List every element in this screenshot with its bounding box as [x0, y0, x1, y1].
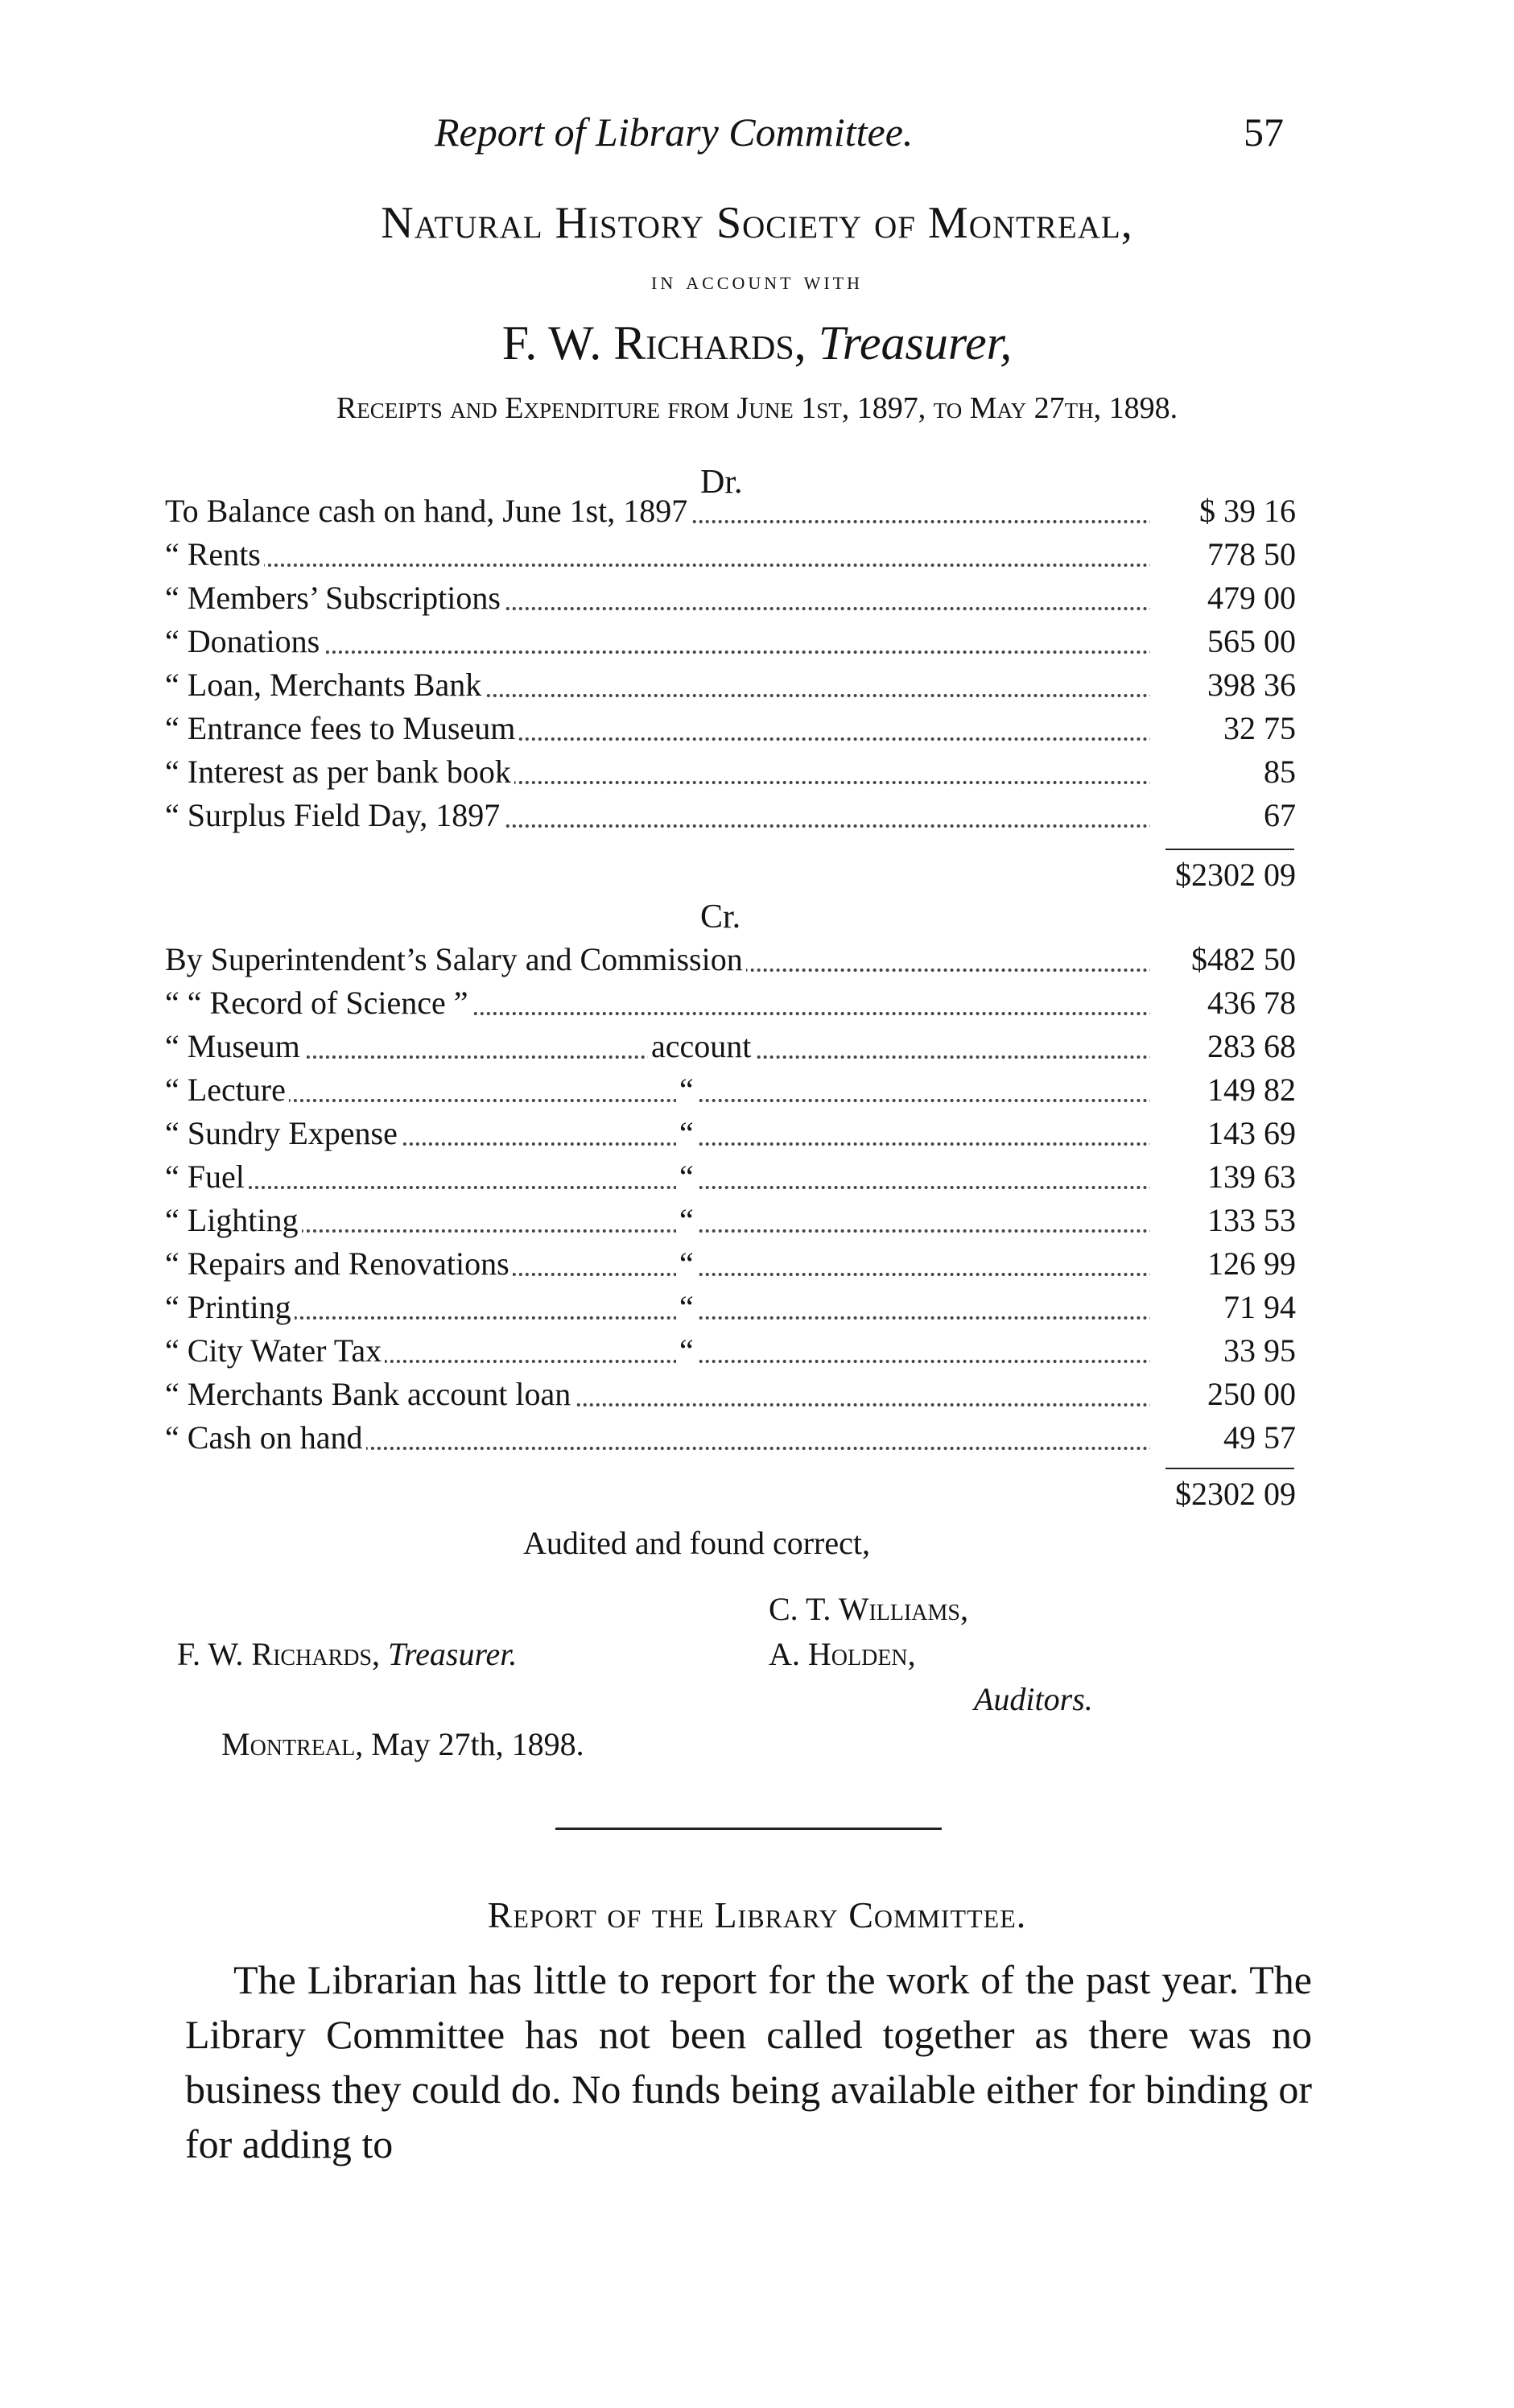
in-account-with-line: in account with	[651, 266, 863, 295]
date: May 27th, 1898.	[371, 1726, 584, 1762]
row-label: “ Rents	[165, 533, 264, 576]
period-heading: Receipts and Expenditure from June 1st, 1897, to May 27th, 1898.	[336, 391, 1178, 425]
dot-leader	[165, 1099, 1167, 1102]
row-amount: 479 00	[1150, 576, 1296, 620]
auditor-williams: C. T. Williams,	[769, 1591, 968, 1627]
treasurer-name: F. W. Richards,	[501, 316, 807, 370]
row-amount: 149 82	[1150, 1068, 1296, 1112]
row-label: “ Museum	[165, 1025, 303, 1068]
row-label: “ Fuel	[165, 1155, 248, 1199]
debit-table	[165, 489, 1296, 837]
row-amount: 283 68	[1150, 1025, 1296, 1068]
cr-row	[165, 1025, 1296, 1068]
credit-total-rule	[1165, 1468, 1294, 1469]
row-amount: 32 75	[1150, 707, 1296, 750]
signature-title: Treasurer.	[388, 1636, 518, 1672]
cr-row	[165, 1416, 1296, 1460]
report-paragraph: The Librarian has little to report for the work of the past year. The Library Committee has not been called together as there was no business they could do. No funds being available either for binding or for adding to	[185, 1957, 1312, 2166]
dr-row	[165, 707, 1296, 750]
row-label: “ Cash on hand	[165, 1416, 366, 1460]
audit-statement: Audited and found correct,	[523, 1525, 870, 1561]
row-account-note: “	[676, 1155, 697, 1199]
row-amount: 67	[1150, 794, 1296, 837]
row-label: “ City Water Tax	[165, 1329, 385, 1373]
cr-row	[165, 1155, 1296, 1199]
credit-table	[165, 938, 1296, 1460]
row-label: “ Sundry Expense	[165, 1112, 401, 1155]
signature-name: F. W. Richards,	[177, 1636, 380, 1672]
row-label: “ Donations	[165, 620, 323, 663]
row-account-note: “	[676, 1242, 697, 1286]
row-amount: 133 53	[1150, 1199, 1296, 1242]
dot-leader	[165, 1186, 1167, 1189]
row-amount: 398 36	[1150, 663, 1296, 707]
dot-leader	[165, 1316, 1167, 1320]
report-body	[185, 1952, 1312, 2171]
row-amount: 565 00	[1150, 620, 1296, 663]
row-account-note: “	[676, 1286, 697, 1329]
row-amount: $ 39 16	[1150, 489, 1296, 533]
row-amount: 71 94	[1150, 1286, 1296, 1329]
auditor-holden: A. Holden,	[769, 1636, 916, 1672]
cr-row	[165, 981, 1296, 1025]
row-label: “ Surplus Field Day, 1897	[165, 794, 503, 837]
cr-row	[165, 1329, 1296, 1373]
row-account-note: “	[676, 1112, 697, 1155]
row-label: By Superintendent’s Salary and Commission	[165, 938, 746, 981]
row-amount: 33 95	[1150, 1329, 1296, 1373]
row-label: “ Lighting	[165, 1199, 302, 1242]
row-amount: 126 99	[1150, 1242, 1296, 1286]
row-account-note: “	[676, 1068, 697, 1112]
row-label: “ Lecture	[165, 1068, 289, 1112]
running-title: Report of Library Committee.	[435, 109, 914, 155]
place-date-line	[221, 1725, 584, 1763]
debit-total-rule	[1165, 849, 1294, 850]
row-amount: 85	[1150, 750, 1296, 794]
cr-row	[165, 1068, 1296, 1112]
treasurer-heading	[0, 316, 1514, 371]
section-separator	[555, 1828, 942, 1830]
society-heading: Natural History Society of Montreal,	[381, 198, 1133, 248]
row-amount: 250 00	[1150, 1373, 1296, 1416]
row-amount: 778 50	[1150, 533, 1296, 576]
credit-total: $2302 09	[1175, 1476, 1296, 1512]
treasurer-signature	[177, 1635, 517, 1673]
dot-leader	[165, 564, 1167, 567]
dr-row	[165, 794, 1296, 837]
place: Montreal,	[221, 1726, 364, 1762]
row-label: “ Repairs and Renovations	[165, 1242, 513, 1286]
row-label: “ Members’ Subscriptions	[165, 576, 504, 620]
credit-label: Cr.	[700, 898, 741, 936]
dot-leader	[165, 1229, 1167, 1233]
row-amount: 49 57	[1150, 1416, 1296, 1460]
dr-row	[165, 533, 1296, 576]
cr-row	[165, 938, 1296, 981]
treasurer-title: Treasurer,	[818, 316, 1013, 370]
row-account-note: “	[676, 1329, 697, 1373]
row-label: “ Merchants Bank account loan	[165, 1373, 574, 1416]
cr-row	[165, 1286, 1296, 1329]
dr-row	[165, 750, 1296, 794]
page-number: 57	[1244, 109, 1284, 155]
row-amount: 436 78	[1150, 981, 1296, 1025]
cr-row	[165, 1199, 1296, 1242]
report-heading: Report of the Library Committee.	[487, 1894, 1027, 1935]
running-head	[0, 109, 1514, 165]
row-amount: $482 50	[1150, 938, 1296, 981]
row-account-note: “	[676, 1199, 697, 1242]
dr-row	[165, 620, 1296, 663]
row-label: “ Loan, Merchants Bank	[165, 663, 485, 707]
row-label: “ Interest as per bank book	[165, 750, 514, 794]
cr-row	[165, 1242, 1296, 1286]
dr-row	[165, 489, 1296, 533]
dr-row	[165, 576, 1296, 620]
cr-row	[165, 1112, 1296, 1155]
debit-total: $2302 09	[1175, 857, 1296, 893]
row-label: “ Entrance fees to Museum	[165, 707, 518, 750]
row-label: “ Printing	[165, 1286, 295, 1329]
row-account-note: account	[648, 1025, 754, 1068]
debit-label: Dr.	[700, 464, 743, 501]
row-amount: 143 69	[1150, 1112, 1296, 1155]
row-amount: 139 63	[1150, 1155, 1296, 1199]
dr-row	[165, 663, 1296, 707]
auditors-label: Auditors.	[974, 1681, 1093, 1717]
cr-row	[165, 1373, 1296, 1416]
row-label: To Balance cash on hand, June 1st, 1897	[165, 489, 691, 533]
row-label: “ “ Record of Science ”	[165, 981, 471, 1025]
